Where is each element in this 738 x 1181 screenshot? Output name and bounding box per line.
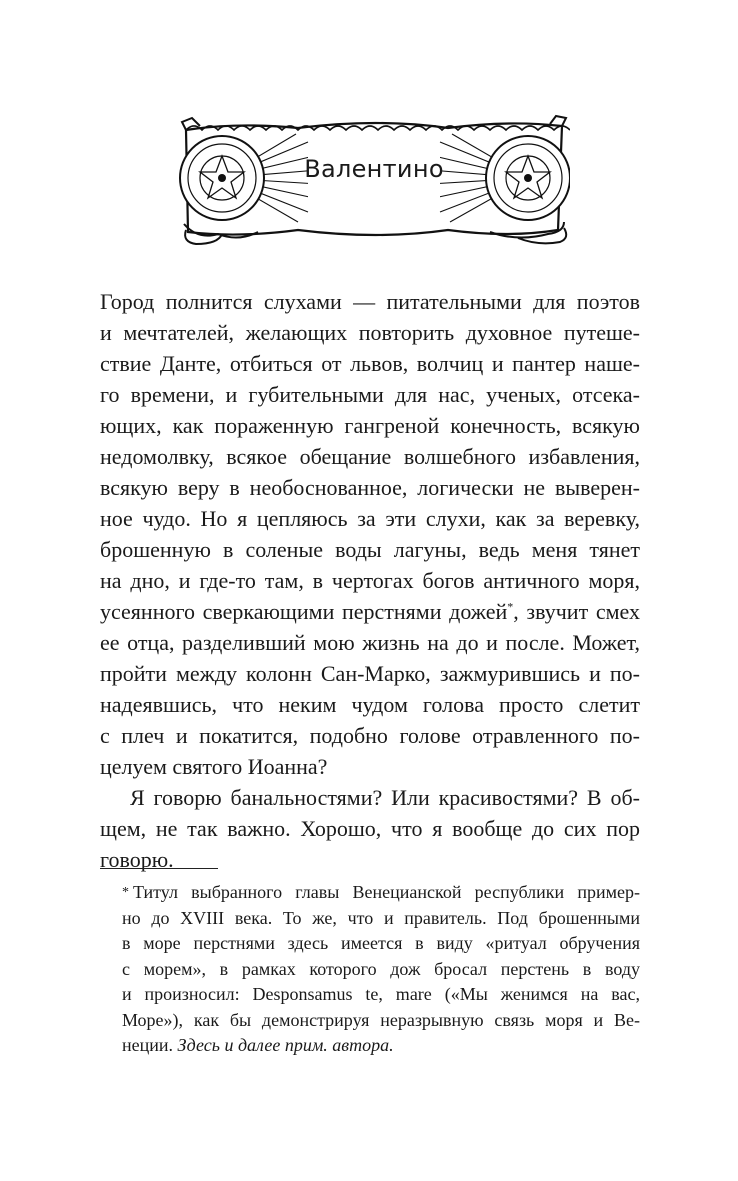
- footnote-line: [100, 880, 640, 906]
- text-line: на дно, и где-то там, в чертогах богов античного моря,: [100, 568, 640, 593]
- footnote-text: Титул выбранного главы Венецианской республики пример-: [133, 882, 640, 902]
- text-line: недомолвку, всякое обещание волшебного избавления,: [100, 444, 640, 469]
- footnote-line: Море»), как бы демонстрируя неразрывную связь моря и Ве-: [122, 1009, 640, 1030]
- text-line-with-note: [100, 596, 640, 627]
- right-seal-icon: [486, 136, 570, 220]
- author-note: Здесь и далее прим. автора.: [177, 1035, 394, 1055]
- text-line: ное чудо. Но я цепляюсь за эти слухи, как за веревку,: [100, 506, 640, 531]
- text-line: щем, не так важно. Хорошо, что я вообще до сих пор: [100, 816, 640, 841]
- text-line: ее отца, разделивший мою жизнь на до и после. Может,: [100, 630, 640, 655]
- text-line: говорю.: [100, 847, 174, 872]
- body-text: [100, 286, 640, 875]
- text-line: Город полнится слухами — питательными для поэтов: [100, 289, 640, 314]
- text-line: пройти между колонн Сан-Марко, зажмурившись и по-: [100, 661, 640, 686]
- footnote: [100, 880, 640, 1059]
- footnote-line: но до XVIII века. То же, что и правитель. Под брошенными: [122, 907, 640, 928]
- chapter-title: Валентино: [304, 155, 444, 183]
- text-line: Я говорю банальностями? Или красивостями? В об-: [130, 785, 640, 810]
- text-line: с плеч и покатится, подобно голове отравленного по-: [100, 723, 640, 748]
- text-line: надеявшись, что неким чудом голова просто слетит: [100, 692, 640, 717]
- text-line: го времени, и губительными для нас, ученых, отсека-: [100, 382, 640, 407]
- text-line: брошенную в соленые воды лагуны, ведь меня тянет: [100, 537, 640, 562]
- text-line: ющих, как пораженную гангреной конечность, всякую: [100, 413, 640, 438]
- text-after-note: , звучит смех: [513, 599, 640, 624]
- text-before-note: усеянного сверкающими перстнями дожей: [100, 599, 508, 624]
- text-line: ствие Данте, отбиться от львов, волчиц и пантер наше-: [100, 351, 640, 376]
- text-line: всякую веру в необоснованное, логически не выверен-: [100, 475, 640, 500]
- text-line: целуем святого Иоанна?: [100, 754, 328, 779]
- text-line: и мечтателей, желающих повторить духовное путеше-: [100, 320, 640, 345]
- footnote-divider: [100, 868, 218, 869]
- footnote-mark: *: [122, 885, 129, 900]
- footnote-reference[interactable]: *: [507, 599, 514, 614]
- footnote-line: [100, 1033, 640, 1059]
- footnote-line: и произносил: Desponsamus te, mare («Мы женимся на вас,: [122, 984, 640, 1004]
- footnote-line: в море перстнями здесь имеется в виду «ритуал обручения: [122, 933, 640, 953]
- footnote-text: неции.: [122, 1035, 178, 1055]
- footnote-line: с морем», в рамках которого дож бросал перстень в воду: [122, 958, 640, 979]
